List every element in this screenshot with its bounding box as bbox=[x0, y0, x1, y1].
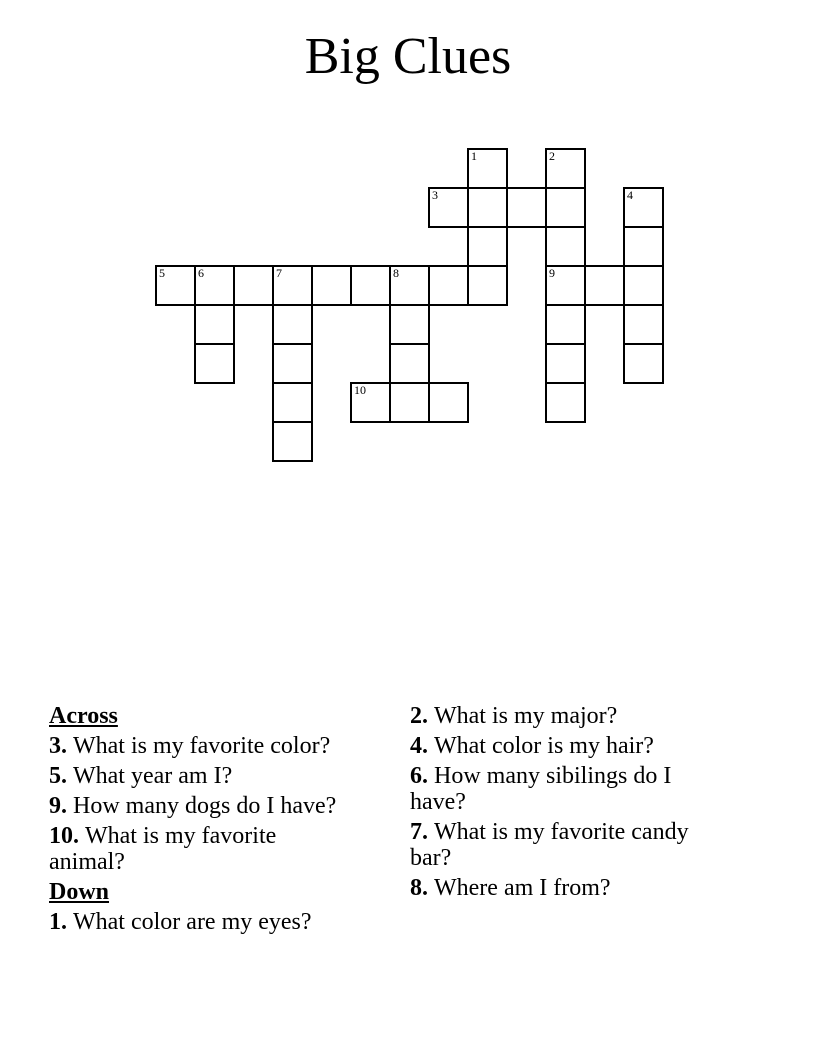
grid-cell-r3c9[interactable] bbox=[467, 226, 508, 267]
clue-number: 10. bbox=[49, 823, 79, 849]
clue-number: 3. bbox=[49, 733, 67, 759]
grid-cell-r6c7[interactable] bbox=[389, 343, 430, 384]
clues-column-left bbox=[49, 703, 349, 939]
clue-text: Where am I from? bbox=[428, 875, 611, 901]
grid-cell-r5c13[interactable] bbox=[623, 304, 664, 345]
grid-cell-r4c2[interactable] bbox=[194, 265, 235, 306]
clue-number: 4. bbox=[410, 733, 428, 759]
crossword-grid bbox=[0, 0, 816, 500]
grid-cell-r3c13[interactable] bbox=[623, 226, 664, 267]
grid-cell-r6c4[interactable] bbox=[272, 343, 313, 384]
across-heading: Across bbox=[49, 703, 118, 729]
grid-cell-r4c4[interactable] bbox=[272, 265, 313, 306]
clue-number: 1. bbox=[49, 909, 67, 935]
grid-cell-r7c8[interactable] bbox=[428, 382, 469, 423]
clue-text: How many dogs do I have? bbox=[67, 793, 337, 819]
grid-cell-r2c13[interactable] bbox=[623, 187, 664, 228]
puzzle-title: Big Clues bbox=[304, 28, 512, 85]
grid-cell-r5c7[interactable] bbox=[389, 304, 430, 345]
clue-text: What year am I? bbox=[67, 763, 233, 789]
clue-number: 9. bbox=[49, 793, 67, 819]
clue-number: 6. bbox=[410, 763, 428, 789]
clue-6 bbox=[410, 763, 710, 815]
cell-number: 10 bbox=[354, 383, 366, 397]
cell-number: 3 bbox=[432, 188, 438, 202]
grid-cell-r7c7[interactable] bbox=[389, 382, 430, 423]
clue-text: How many sibilings do I have? bbox=[410, 763, 672, 815]
clue-1 bbox=[49, 909, 349, 935]
grid-cell-r5c11[interactable] bbox=[545, 304, 586, 345]
grid-cell-r2c11[interactable] bbox=[545, 187, 586, 228]
cell-number: 5 bbox=[159, 266, 165, 280]
clue-text: What color is my hair? bbox=[428, 733, 654, 759]
clue-9 bbox=[49, 793, 349, 819]
clue-text: What is my favorite animal? bbox=[49, 823, 277, 875]
grid-cell-r2c8[interactable] bbox=[428, 187, 469, 228]
grid-cell-r4c6[interactable] bbox=[350, 265, 391, 306]
clue-4 bbox=[410, 733, 710, 759]
grid-cell-r2c10[interactable] bbox=[506, 187, 547, 228]
cell-number: 9 bbox=[549, 266, 555, 280]
cell-number: 1 bbox=[471, 149, 477, 163]
down-heading: Down bbox=[49, 879, 110, 905]
grid-cell-r4c13[interactable] bbox=[623, 265, 664, 306]
grid-cell-r6c13[interactable] bbox=[623, 343, 664, 384]
grid-cell-r4c3[interactable] bbox=[233, 265, 274, 306]
cell-number: 8 bbox=[393, 266, 399, 280]
grid-cell-r7c6[interactable] bbox=[350, 382, 391, 423]
grid-cell-r5c4[interactable] bbox=[272, 304, 313, 345]
clue-text: What color are my eyes? bbox=[67, 909, 312, 935]
grid-cell-r7c11[interactable] bbox=[545, 382, 586, 423]
grid-cell-r4c1[interactable] bbox=[155, 265, 196, 306]
clue-text: What is my favorite candy bar? bbox=[410, 819, 689, 871]
grid-cell-r3c11[interactable] bbox=[545, 226, 586, 267]
clue-number: 7. bbox=[410, 819, 428, 845]
clue-number: 2. bbox=[410, 703, 428, 729]
grid-cell-r4c8[interactable] bbox=[428, 265, 469, 306]
clue-2 bbox=[410, 703, 710, 729]
grid-cell-r5c2[interactable] bbox=[194, 304, 235, 345]
grid-cell-r4c11[interactable] bbox=[545, 265, 586, 306]
grid-cell-r2c9[interactable] bbox=[467, 187, 508, 228]
clue-3 bbox=[49, 733, 349, 759]
cell-number: 4 bbox=[627, 188, 633, 202]
cell-number: 6 bbox=[198, 266, 204, 280]
clue-text: What is my favorite color? bbox=[67, 733, 331, 759]
grid-cell-r4c9[interactable] bbox=[467, 265, 508, 306]
grid-cell-r6c11[interactable] bbox=[545, 343, 586, 384]
grid-cell-r1c11[interactable] bbox=[545, 148, 586, 189]
clue-8 bbox=[410, 875, 710, 901]
grid-cell-r8c4[interactable] bbox=[272, 421, 313, 462]
clue-text: What is my major? bbox=[428, 703, 618, 729]
clue-10 bbox=[49, 823, 349, 875]
grid-cell-r4c12[interactable] bbox=[584, 265, 625, 306]
grid-cell-r7c4[interactable] bbox=[272, 382, 313, 423]
clue-number: 8. bbox=[410, 875, 428, 901]
grid-cell-r4c5[interactable] bbox=[311, 265, 352, 306]
grid-cell-r6c2[interactable] bbox=[194, 343, 235, 384]
grid-cell-r4c7[interactable] bbox=[389, 265, 430, 306]
cell-number: 7 bbox=[276, 266, 282, 280]
clue-7 bbox=[410, 819, 710, 871]
clues-column-right bbox=[410, 703, 710, 905]
cell-number: 2 bbox=[549, 149, 555, 163]
clue-5 bbox=[49, 763, 349, 789]
grid-cell-r1c9[interactable] bbox=[467, 148, 508, 189]
clue-number: 5. bbox=[49, 763, 67, 789]
